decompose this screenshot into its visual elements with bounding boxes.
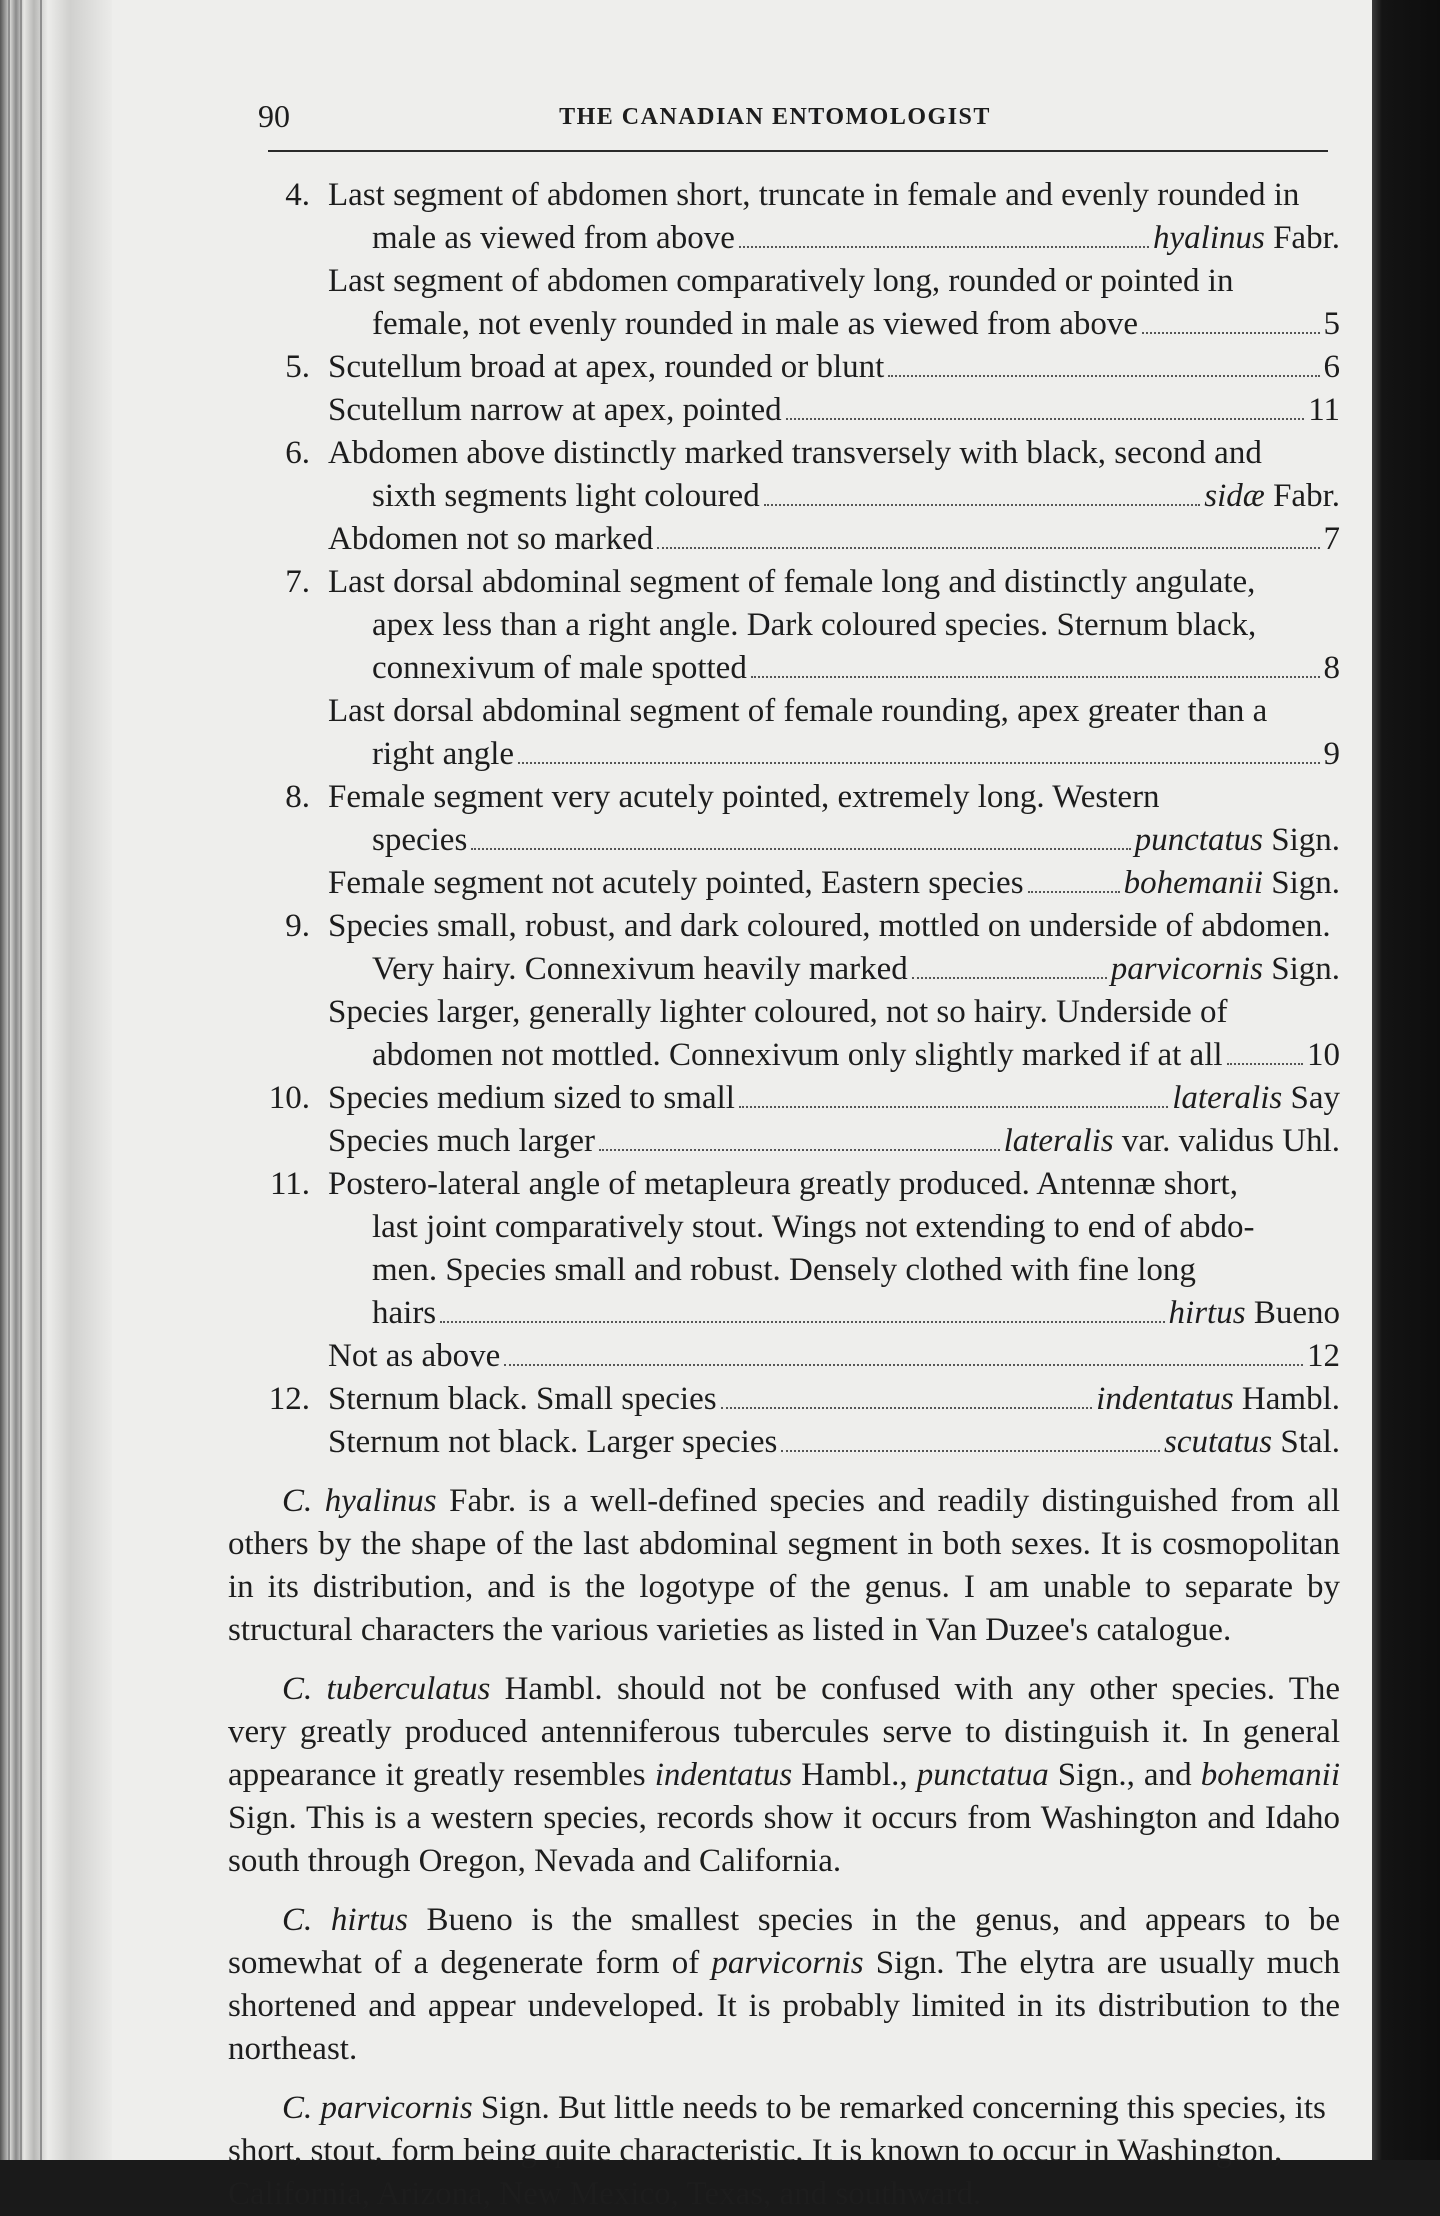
taxon-name: punctatua bbox=[916, 1757, 1049, 1793]
couplet-final-row bbox=[328, 303, 1340, 346]
result-taxon: scutatus bbox=[1163, 1424, 1273, 1460]
result-author: var. validus Uhl. bbox=[1113, 1123, 1340, 1159]
taxon-name: C. tuberculatus bbox=[282, 1671, 491, 1707]
dot-leader bbox=[888, 373, 1319, 377]
dot-leader bbox=[786, 416, 1305, 420]
couplet-lead bbox=[210, 1163, 1340, 1335]
couplet-lead bbox=[210, 776, 1340, 862]
couplet-line: Postero-lateral angle of metapleura greatly produced. Antennæ short, bbox=[328, 1166, 1238, 1202]
couplet-line: Species much larger bbox=[328, 1123, 595, 1159]
couplet-lead bbox=[210, 862, 1340, 905]
paragraph-text: Sign. This is a western species, records show it occurs from Washington and Idaho south through Oregon, Nevada and California. bbox=[228, 1800, 1340, 1879]
couplet-text bbox=[328, 346, 1340, 389]
key-couplet bbox=[210, 1421, 1340, 1464]
gutter-line bbox=[40, 0, 42, 2160]
key-couplet bbox=[210, 1120, 1340, 1163]
couplet-result bbox=[1004, 1120, 1340, 1163]
running-title: THE CANADIAN ENTOMOLOGIST bbox=[559, 104, 991, 130]
dot-leader bbox=[518, 760, 1319, 764]
key-couplet bbox=[210, 1163, 1340, 1335]
couplet-text bbox=[328, 905, 1340, 991]
couplet-line: Not as above bbox=[328, 1338, 501, 1374]
couplet-final-row bbox=[328, 389, 1340, 432]
couplet-number: 8. bbox=[285, 779, 310, 815]
dot-leader bbox=[739, 1104, 1168, 1108]
couplet-text bbox=[328, 389, 1340, 432]
dot-leader bbox=[440, 1319, 1164, 1323]
couplet-result bbox=[1307, 1034, 1340, 1077]
key-couplet bbox=[210, 776, 1340, 862]
dot-leader bbox=[721, 1405, 1093, 1409]
species-paragraph bbox=[210, 1480, 1340, 1652]
couplet-result bbox=[1169, 1292, 1340, 1335]
key-couplet bbox=[210, 991, 1340, 1077]
couplet-final-row bbox=[328, 1077, 1340, 1120]
key-couplet bbox=[210, 905, 1340, 991]
taxon-name: C. hirtus bbox=[282, 1902, 408, 1938]
result-author: Hambl. bbox=[1233, 1381, 1340, 1417]
couplet-line: Abdomen not so marked bbox=[328, 521, 654, 557]
couplet-text bbox=[328, 432, 1340, 518]
couplet-result bbox=[1324, 346, 1341, 389]
couplet-text bbox=[328, 1077, 1340, 1120]
couplet-line: Female segment very acutely pointed, extremely long. Western bbox=[328, 779, 1160, 815]
couplet-text bbox=[328, 1378, 1340, 1421]
species-paragraph bbox=[210, 1668, 1340, 1883]
couplet-final-row bbox=[328, 819, 1340, 862]
couplet-line: Scutellum broad at apex, rounded or blunt bbox=[328, 349, 885, 385]
key-couplet bbox=[210, 518, 1340, 561]
couplet-line: Species medium sized to small bbox=[328, 1080, 735, 1116]
dot-leader bbox=[912, 975, 1107, 979]
couplet-line: Last dorsal abdominal segment of female rounding, apex greater than a bbox=[328, 693, 1268, 729]
couplet-result bbox=[1111, 948, 1340, 991]
dot-leader bbox=[471, 846, 1130, 850]
couplet-line: Last dorsal abdominal segment of female long and distinctly angulate, bbox=[328, 564, 1256, 600]
couplet-line: species bbox=[372, 822, 468, 858]
couplet-result bbox=[1308, 389, 1340, 432]
paragraph-text: Hambl. should not be confused with any other species. The very greatly produced antenniferous tubercules serve to distinguish it. In general appearance it greatly resembles bbox=[228, 1671, 1341, 1793]
result-author: 8 bbox=[1323, 650, 1340, 686]
result-taxon: indentatus bbox=[1096, 1381, 1234, 1417]
couplet-result bbox=[1135, 819, 1340, 862]
key-couplet bbox=[210, 690, 1340, 776]
couplet-line: Sternum not black. Larger species bbox=[328, 1424, 778, 1460]
key-couplet bbox=[210, 260, 1340, 346]
couplet-text bbox=[328, 991, 1340, 1077]
result-author: Fabr. bbox=[1264, 220, 1340, 256]
result-author: Stal. bbox=[1272, 1424, 1340, 1460]
scan-background bbox=[1372, 0, 1440, 2160]
paragraph-text: Fabr. is a well-defined species and readily distinguished from all others by the shape of the last abdominal segment in both sexes. It is cosmopolitan in its distribution, and is the logotype of the genus. I am unable to separate by structural characters the various varieties as listed in Van Duzee's catalogue. bbox=[228, 1483, 1340, 1648]
result-author: Sign. bbox=[1262, 951, 1340, 987]
key-couplet bbox=[210, 346, 1340, 389]
couplet-lead bbox=[210, 432, 1340, 518]
page-content bbox=[210, 80, 1340, 2216]
paragraph-text: Hambl., bbox=[792, 1757, 917, 1793]
key-couplet bbox=[210, 1335, 1340, 1378]
page-header bbox=[210, 80, 1340, 142]
dot-leader bbox=[764, 502, 1201, 506]
taxon-name: C. hyalinus bbox=[282, 1483, 437, 1519]
dot-leader bbox=[1142, 330, 1319, 334]
dot-leader bbox=[599, 1147, 1000, 1151]
result-taxon: lateralis bbox=[1003, 1123, 1114, 1159]
couplet-final-row bbox=[328, 948, 1340, 991]
key-couplet bbox=[210, 1378, 1340, 1421]
couplet-result bbox=[1307, 1335, 1340, 1378]
result-taxon: hyalinus bbox=[1153, 220, 1265, 256]
couplet-lead bbox=[210, 174, 1340, 260]
paragraph-text: Sign. The elytra are usually much shortened and appear undeveloped. It is probably limited in its distribution to the northeast. bbox=[228, 1945, 1340, 2067]
result-author: Say bbox=[1282, 1080, 1340, 1116]
couplet-final-row bbox=[328, 1292, 1340, 1335]
species-paragraph bbox=[210, 2087, 1340, 2216]
couplet-final-row bbox=[328, 1421, 1340, 1464]
couplet-result bbox=[1096, 1378, 1340, 1421]
couplet-result bbox=[1204, 475, 1340, 518]
dot-leader bbox=[739, 244, 1149, 248]
couplet-line: Sternum black. Small species bbox=[328, 1381, 717, 1417]
couplet-lead bbox=[210, 1120, 1340, 1163]
couplet-result bbox=[1172, 1077, 1340, 1120]
couplet-result bbox=[1324, 733, 1341, 776]
couplet-lead bbox=[210, 1077, 1340, 1120]
couplet-number: 12. bbox=[268, 1381, 310, 1417]
couplet-text bbox=[328, 1120, 1340, 1163]
couplet-line: apex less than a right angle. Dark coloured species. Sternum black, bbox=[372, 607, 1257, 643]
couplet-line: Species small, robust, and dark coloured, mottled on underside of abdomen. bbox=[328, 908, 1331, 944]
result-taxon: parvicornis bbox=[1110, 951, 1263, 987]
paragraph-text: Bueno is the smallest species in the genus, and appears to be somewhat of a degenerate form of bbox=[228, 1902, 1340, 1981]
couplet-final-row bbox=[328, 1335, 1340, 1378]
taxon-name: C. parvicornis bbox=[282, 2090, 473, 2126]
result-taxon: sidæ bbox=[1204, 478, 1265, 514]
dot-leader bbox=[504, 1362, 1303, 1366]
couplet-result bbox=[1324, 303, 1341, 346]
couplet-line: Very hairy. Connexivum heavily marked bbox=[372, 951, 908, 987]
couplet-final-row bbox=[328, 862, 1340, 905]
result-author: 9 bbox=[1323, 736, 1340, 772]
couplet-final-row bbox=[328, 217, 1340, 260]
species-paragraph bbox=[210, 1899, 1340, 2071]
result-taxon: hirtus bbox=[1168, 1295, 1246, 1331]
couplet-final-row bbox=[328, 518, 1340, 561]
key-couplet bbox=[210, 862, 1340, 905]
dot-leader bbox=[657, 545, 1319, 549]
couplet-final-row bbox=[328, 475, 1340, 518]
couplet-text bbox=[328, 518, 1340, 561]
result-author: 12 bbox=[1307, 1338, 1340, 1374]
key-couplet bbox=[210, 561, 1340, 690]
couplet-result bbox=[1153, 217, 1340, 260]
taxon-name: indentatus bbox=[654, 1757, 793, 1793]
couplet-final-row bbox=[328, 346, 1340, 389]
identification-key bbox=[210, 174, 1340, 1464]
gutter-line bbox=[20, 0, 22, 2160]
couplet-result bbox=[1124, 862, 1340, 905]
couplet-number: 5. bbox=[285, 349, 310, 385]
couplet-lead bbox=[210, 1421, 1340, 1464]
couplet-line: Species larger, generally lighter coloured, not so hairy. Underside of bbox=[328, 994, 1228, 1030]
dot-leader bbox=[781, 1448, 1160, 1452]
couplet-line: right angle bbox=[372, 736, 515, 772]
couplet-number: 9. bbox=[285, 908, 310, 944]
couplet-number: 10. bbox=[268, 1080, 310, 1116]
result-taxon: lateralis bbox=[1172, 1080, 1283, 1116]
couplet-line: Scutellum narrow at apex, pointed bbox=[328, 392, 782, 428]
couplet-line: Last segment of abdomen short, truncate in female and evenly rounded in bbox=[328, 177, 1300, 213]
result-author: 7 bbox=[1323, 521, 1340, 557]
couplet-lead bbox=[210, 991, 1340, 1077]
couplet-text bbox=[328, 862, 1340, 905]
couplet-line: Last segment of abdomen comparatively long, rounded or pointed in bbox=[328, 263, 1234, 299]
couplet-text bbox=[328, 1163, 1340, 1335]
result-author: 10 bbox=[1307, 1037, 1340, 1073]
couplet-line: Female segment not acutely pointed, Eastern species bbox=[328, 865, 1024, 901]
couplet-line: men. Species small and robust. Densely clothed with fine long bbox=[372, 1252, 1196, 1288]
couplet-lead bbox=[210, 690, 1340, 776]
result-author: Sign. bbox=[1262, 822, 1340, 858]
couplet-lead bbox=[210, 346, 1340, 389]
dot-leader bbox=[1227, 1061, 1303, 1065]
couplet-line: sixth segments light coloured bbox=[372, 478, 760, 514]
couplet-line: female, not evenly rounded in male as viewed from above bbox=[372, 306, 1139, 342]
dot-leader bbox=[1028, 889, 1120, 893]
dot-leader bbox=[751, 674, 1320, 678]
species-notes bbox=[210, 1480, 1340, 2216]
page-number: 90 bbox=[258, 98, 290, 134]
result-taxon: bohemanii bbox=[1123, 865, 1263, 901]
couplet-lead bbox=[210, 905, 1340, 991]
result-author: 6 bbox=[1323, 349, 1340, 385]
couplet-lead bbox=[210, 518, 1340, 561]
couplet-result bbox=[1324, 518, 1341, 561]
key-couplet bbox=[210, 432, 1340, 518]
couplet-final-row bbox=[328, 733, 1340, 776]
couplet-final-row bbox=[328, 1120, 1340, 1163]
couplet-text bbox=[328, 174, 1340, 260]
key-couplet bbox=[210, 389, 1340, 432]
paragraph-text: Sign., and bbox=[1048, 1757, 1201, 1793]
couplet-line: Abdomen above distinctly marked transversely with black, second and bbox=[328, 435, 1262, 471]
result-author: Sign. bbox=[1262, 865, 1340, 901]
couplet-result bbox=[1324, 647, 1341, 690]
result-taxon: punctatus bbox=[1134, 822, 1263, 858]
header-rule bbox=[268, 150, 1328, 152]
couplet-lead bbox=[210, 1378, 1340, 1421]
couplet-text bbox=[328, 690, 1340, 776]
result-author: Fabr. bbox=[1264, 478, 1340, 514]
couplet-number: 11. bbox=[269, 1166, 310, 1202]
couplet-line: abdomen not mottled. Connexivum only slightly marked if at all bbox=[372, 1037, 1223, 1073]
couplet-text bbox=[328, 260, 1340, 346]
couplet-lead bbox=[210, 260, 1340, 346]
gutter-line bbox=[8, 0, 10, 2160]
paragraph-text: Sign. But little needs to be remarked concerning this species, its short, stout, form being quite characteristic. It is known to occur in Washington, California, Arizona, New Mexico, Texas, and southward. bbox=[228, 2090, 1326, 2212]
couplet-number: 6. bbox=[285, 435, 310, 471]
result-author: Bueno bbox=[1245, 1295, 1340, 1331]
book-gutter bbox=[0, 0, 112, 2160]
couplet-line: last joint comparatively stout. Wings not extending to end of abdo- bbox=[372, 1209, 1255, 1245]
couplet-line: connexivum of male spotted bbox=[372, 650, 747, 686]
couplet-text bbox=[328, 776, 1340, 862]
couplet-final-row bbox=[328, 1034, 1340, 1077]
couplet-final-row bbox=[328, 647, 1340, 690]
couplet-number: 4. bbox=[285, 177, 310, 213]
result-author: 5 bbox=[1323, 306, 1340, 342]
couplet-result bbox=[1164, 1421, 1340, 1464]
taxon-name: bohemanii bbox=[1200, 1757, 1341, 1793]
couplet-lead bbox=[210, 389, 1340, 432]
couplet-number: 7. bbox=[285, 564, 310, 600]
result-author: 11 bbox=[1308, 392, 1340, 428]
couplet-text bbox=[328, 1335, 1340, 1378]
couplet-lead bbox=[210, 561, 1340, 690]
couplet-final-row bbox=[328, 1378, 1340, 1421]
key-couplet bbox=[210, 1077, 1340, 1120]
couplet-text bbox=[328, 1421, 1340, 1464]
key-couplet bbox=[210, 174, 1340, 260]
couplet-line: hairs bbox=[372, 1295, 437, 1331]
couplet-text bbox=[328, 561, 1340, 690]
taxon-name: parvicornis bbox=[711, 1945, 864, 1981]
couplet-lead bbox=[210, 1335, 1340, 1378]
couplet-line: male as viewed from above bbox=[372, 220, 735, 256]
